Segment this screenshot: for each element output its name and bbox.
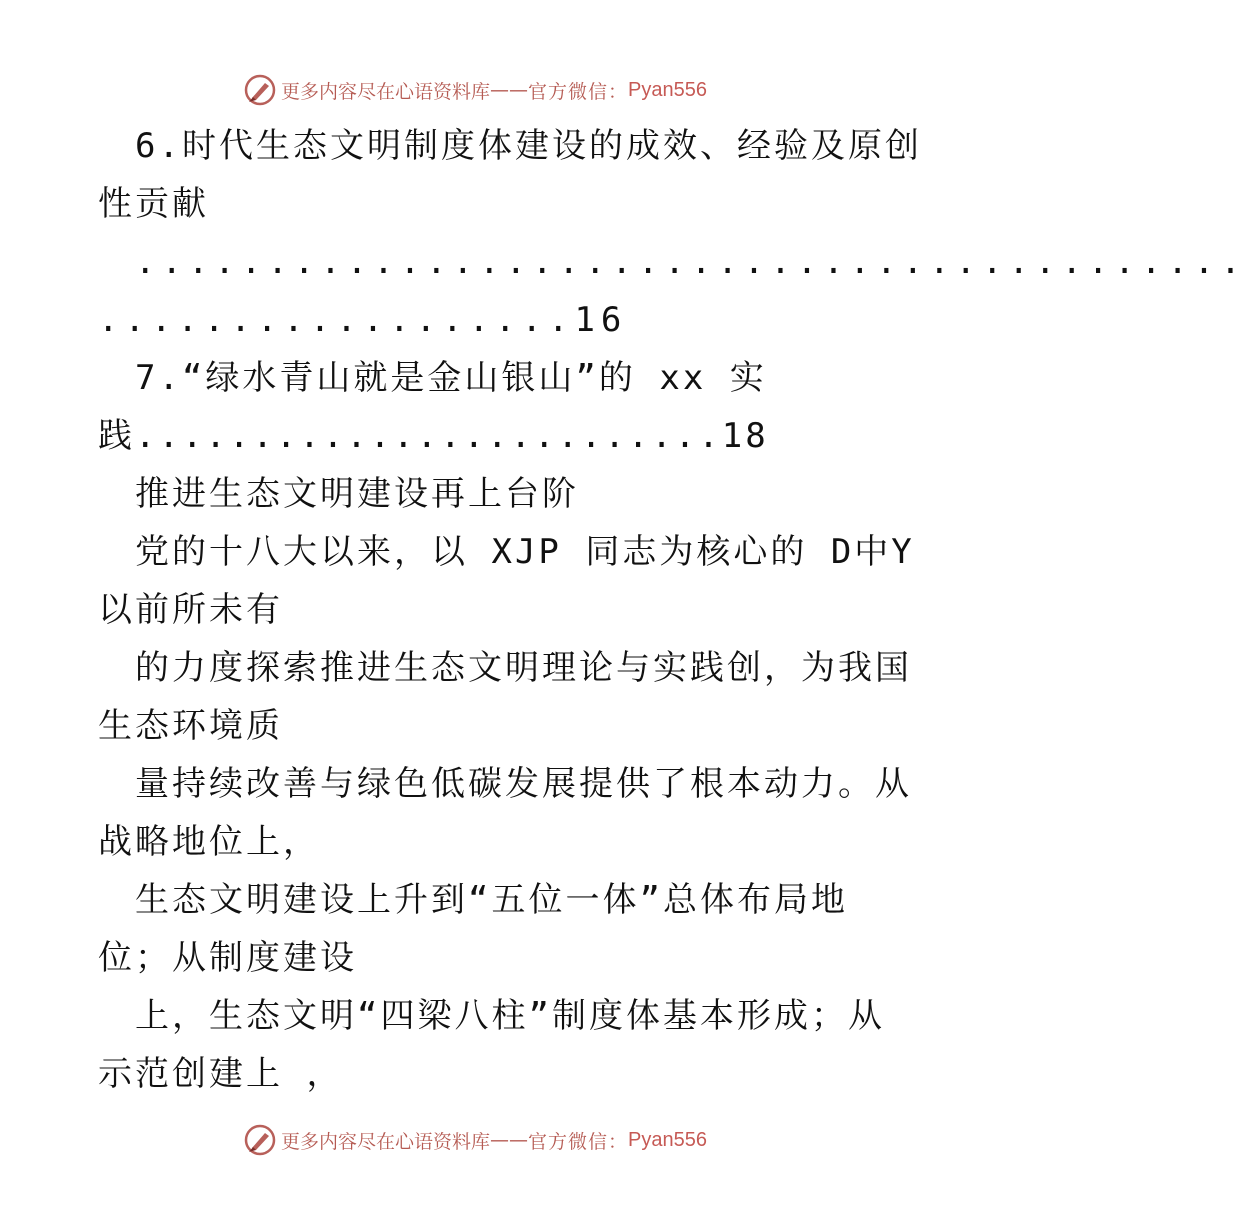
paragraph-line: 党的十八大以来，以 XJP 同志为核心的 D中Y [135,532,915,572]
header-site-text: 更多内容尽在心语资料库 [281,80,491,103]
paragraph-line: 以前所未有 [98,590,283,630]
section-heading: 推进生态文明建设再上台阶 [135,474,579,514]
paragraph-line: 的力度探索推进生态文明理论与实践创，为我国 [135,648,912,688]
footer-dash: —— [490,1129,529,1151]
paragraph-line: 量持续改善与绿色低碳发展提供了根本动力。从 [135,764,912,804]
paragraph-line: 示范创建上 ， [98,1054,344,1094]
toc-leader-dots-line1: .......................................... [135,242,1247,282]
footer-wechat-id: Pyan556 [628,1128,707,1151]
paragraph-line: 生态环境质 [98,706,283,746]
toc-entry-6-line1: 6.时代生态文明制度体建设的成效、经验及原创 [135,126,922,166]
toc-entry-7-line2: 践.........................18 [98,416,769,456]
toc-leader-dots-line2: ..................16 [98,300,628,340]
footer-site-text: 更多内容尽在心语资料库 [281,1130,491,1153]
header-wechat-id: Pyan556 [628,78,707,101]
paragraph-line: 生态文明建设上升到“五位一体”总体布局地 [135,880,848,920]
toc-entry-7-line1: 7.“绿水青山就是金山银山”的 xx 实 [135,358,767,398]
paragraph-line: 位；从制度建设 [98,938,357,978]
toc-entry-6-line2: 性贡献 [98,184,209,224]
document-body [98,117,1247,1103]
footer-banner [0,1122,950,1158]
pen-logo-icon [243,73,277,107]
header-dash: —— [490,79,529,101]
pen-logo-icon [243,1123,277,1157]
header-label: 官方微信： [528,80,629,103]
header-banner [0,72,950,108]
paragraph-line: 上，生态文明“四梁八柱”制度体基本形成；从 [135,996,885,1036]
footer-label: 官方微信： [528,1130,629,1153]
paragraph-line: 战略地位上， [98,822,320,862]
